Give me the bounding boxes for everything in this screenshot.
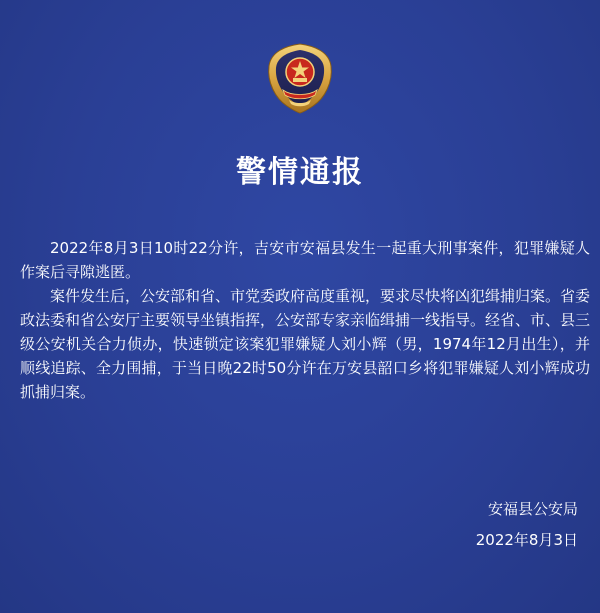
signature-block — [476, 494, 578, 556]
paragraph-1: 2022年8月3日10时22分许，吉安市安福县发生一起重大刑事案件，犯罪嫌疑人作案后寻隙逃匿。 — [20, 239, 590, 281]
issuer-name: 安福县公安局 — [487, 500, 578, 518]
issue-date: 2022年8月3日 — [475, 531, 578, 549]
paragraph-2: 案件发生后，公安部和省、市党委政府高度重视，要求尽快将凶犯缉捕归案。省委政法委和省公安厅主要领导坐镇指挥，公安部专家亲临缉捕一线指导。经省、市、县三级公安机关合力侦办，快速锁定该案犯罪嫌疑人刘小辉（男，1974年12月出生），并顺线追踪、全力围捕，于当日晚22时50分许在万安县韶口乡将犯罪嫌疑人刘小辉成功抓捕归案。 — [20, 287, 591, 401]
notice-body — [20, 236, 590, 404]
notice-title: 警情通报 — [236, 155, 364, 190]
police-badge-icon — [265, 42, 335, 114]
